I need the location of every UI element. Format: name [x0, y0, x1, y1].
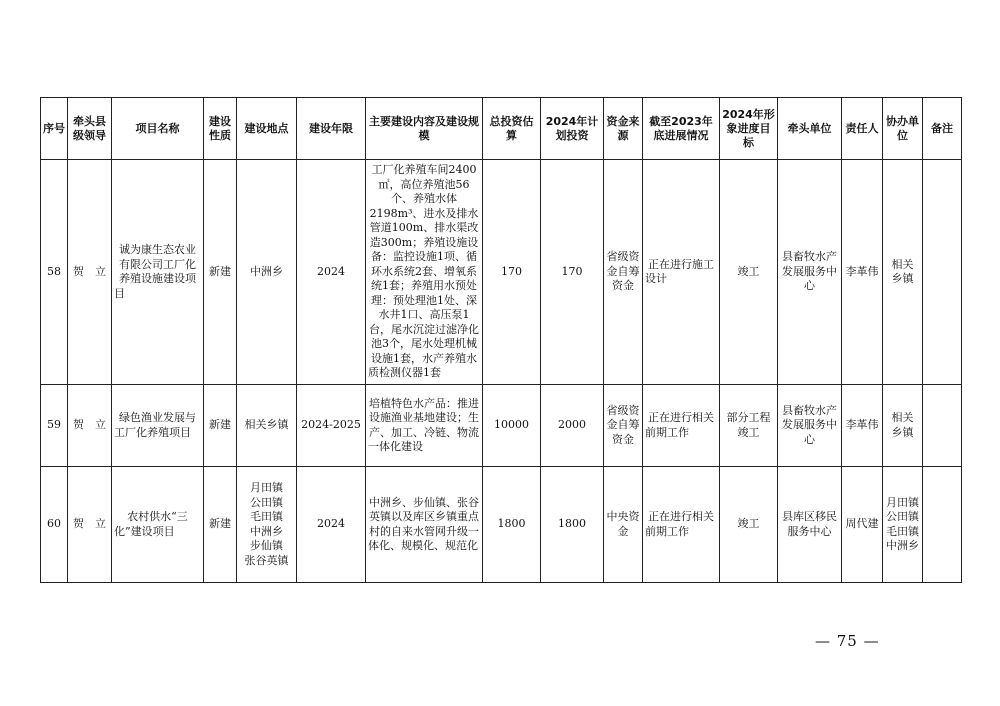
cell-co-unit: 月田镇 公田镇 毛田镇 中洲乡 [883, 467, 923, 583]
page-number: — 75 — [815, 632, 880, 650]
header-funding: 资金来源 [604, 98, 643, 160]
cell-leader: 贺 立 [68, 467, 112, 583]
cell-project-name: 绿色渔业发展与工厂化养殖项目 [112, 385, 204, 467]
table-header-row [41, 98, 962, 160]
cell-content: 中洲乡、步仙镇、张谷英镇以及库区乡镇重点村的自来水管网升级一体化、规模化、规范化 [366, 467, 483, 583]
cell-target: 部分工程竣工 [720, 385, 778, 467]
cell-nature: 新建 [204, 160, 237, 385]
cell-content: 工厂化养殖车间2400㎡，高位养殖池56个、养殖水体2198m³、进水及排水管道100m、排水渠改造300m；养殖设施设备：监控设施1项、循环水系统2套、增氧系统1套；养殖用水预处理：预处理池1处、深水井1口、高压泵1台，尾水沉淀过滤净化池3个，尾水处理机械设施1套，水产养殖水质检测仪器1套 [366, 160, 483, 385]
cell-leader: 贺 立 [68, 385, 112, 467]
cell-total: 10000 [483, 385, 541, 467]
cell-seq: 60 [41, 467, 68, 583]
cell-seq: 59 [41, 385, 68, 467]
header-plan-2024: 2024年计划投资 [541, 98, 604, 160]
cell-years: 2024 [297, 467, 366, 583]
project-table [40, 97, 962, 583]
cell-progress: 正在进行施工设计 [643, 160, 720, 385]
cell-location: 月田镇 公田镇 毛田镇 中洲乡 步仙镇 张谷英镇 [237, 467, 297, 583]
cell-co-unit: 相关 乡镇 [883, 385, 923, 467]
header-years: 建设年限 [297, 98, 366, 160]
header-target: 2024年形象进度目标 [720, 98, 778, 160]
cell-location: 相关乡镇 [237, 385, 297, 467]
header-co-unit: 协办单位 [883, 98, 923, 160]
cell-remark [923, 467, 962, 583]
cell-nature: 新建 [204, 385, 237, 467]
cell-funding: 省级资金自筹资金 [604, 160, 643, 385]
table-row [41, 467, 962, 583]
cell-plan-2024: 1800 [541, 467, 604, 583]
cell-plan-2024: 2000 [541, 385, 604, 467]
cell-person: 周代建 [842, 467, 883, 583]
table-row [41, 385, 962, 467]
cell-remark [923, 385, 962, 467]
cell-funding: 中央资金 [604, 467, 643, 583]
cell-leader: 贺 立 [68, 160, 112, 385]
cell-seq: 58 [41, 160, 68, 385]
cell-years: 2024 [297, 160, 366, 385]
header-leader: 牵头县级领导 [68, 98, 112, 160]
header-person: 责任人 [842, 98, 883, 160]
cell-plan-2024: 170 [541, 160, 604, 385]
header-content: 主要建设内容及建设规模 [366, 98, 483, 160]
cell-nature: 新建 [204, 467, 237, 583]
header-total-investment: 总投资估算 [483, 98, 541, 160]
cell-lead-unit: 县畜牧水产发展服务中心 [778, 385, 842, 467]
cell-lead-unit: 县库区移民服务中心 [778, 467, 842, 583]
cell-total: 1800 [483, 467, 541, 583]
cell-target: 竣工 [720, 467, 778, 583]
cell-progress: 正在进行相关前期工作 [643, 385, 720, 467]
cell-project-name: 诚为康生态农业有限公司工厂化养殖设施建设项目 [112, 160, 204, 385]
cell-person: 李革伟 [842, 385, 883, 467]
cell-co-unit: 相关 乡镇 [883, 160, 923, 385]
cell-remark [923, 160, 962, 385]
cell-project-name: 农村供水“三化”建设项目 [112, 467, 204, 583]
header-remark: 备注 [923, 98, 962, 160]
header-seq: 序号 [41, 98, 68, 160]
header-location: 建设地点 [237, 98, 297, 160]
table-row [41, 160, 962, 385]
cell-location: 中洲乡 [237, 160, 297, 385]
header-project-name: 项目名称 [112, 98, 204, 160]
cell-target: 竣工 [720, 160, 778, 385]
header-lead-unit: 牵头单位 [778, 98, 842, 160]
cell-total: 170 [483, 160, 541, 385]
cell-funding: 省级资金自筹资金 [604, 385, 643, 467]
header-progress: 截至2023年底进展情况 [643, 98, 720, 160]
cell-person: 李革伟 [842, 160, 883, 385]
cell-content: 培植特色水产品：推进设施渔业基地建设；生产、加工、冷链、物流一体化建设 [366, 385, 483, 467]
header-nature: 建设性质 [204, 98, 237, 160]
cell-years: 2024-2025 [297, 385, 366, 467]
cell-lead-unit: 县畜牧水产发展服务中心 [778, 160, 842, 385]
cell-progress: 正在进行相关前期工作 [643, 467, 720, 583]
